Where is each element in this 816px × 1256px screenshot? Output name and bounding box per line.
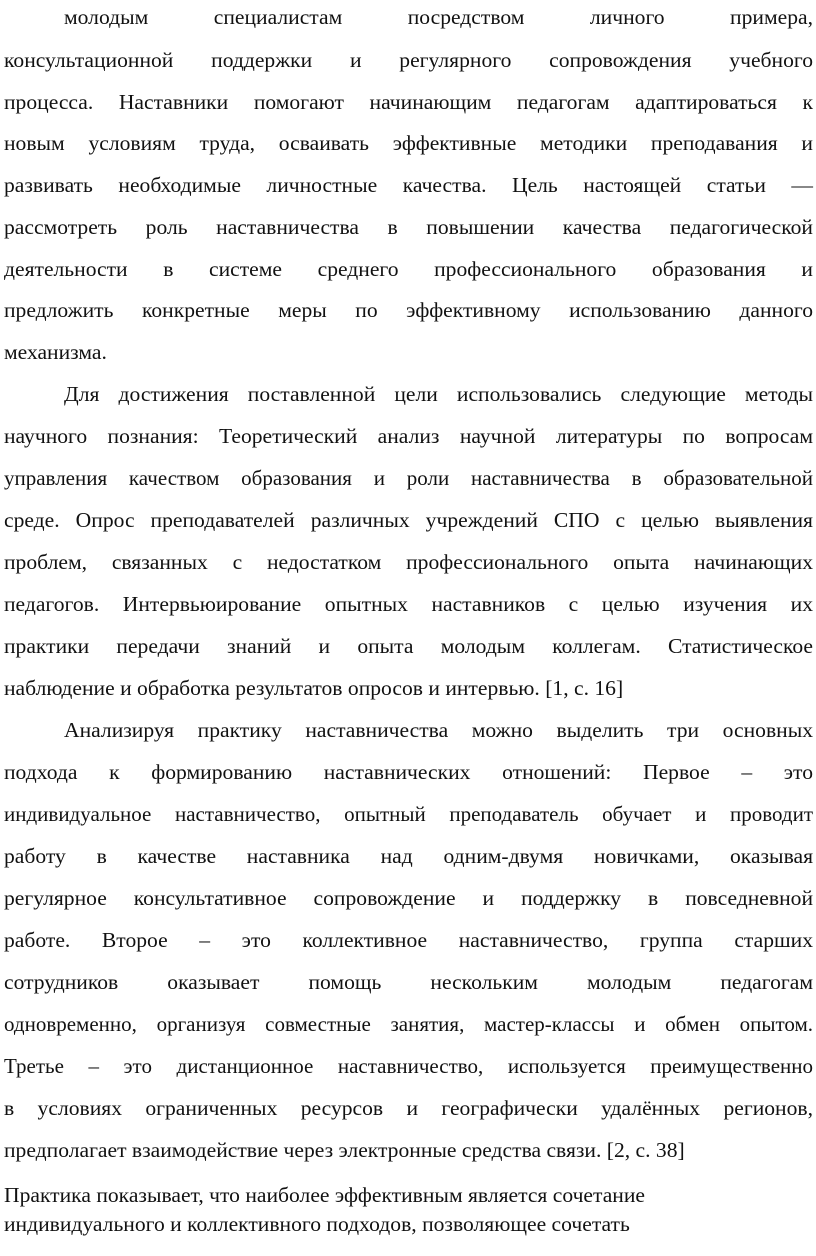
text-line: Третье – это дистанционное наставничество, используется преимущественно [4, 1054, 813, 1078]
text-line: новым условиям труда, осваивать эффективные методики преподавания и [4, 131, 813, 155]
text-line: практики передачи знаний и опыта молодым коллегам. Статистическое [4, 634, 813, 658]
text-line: в условиях ограниченных ресурсов и географически удалённых регионов, [4, 1096, 813, 1120]
text-line: развивать необходимые личностные качества. Цель настоящей статьи — [4, 173, 813, 197]
text-line: рассмотреть роль наставничества в повышении качества педагогической [4, 215, 813, 239]
text-line: предполагает взаимодействие через электронные средства связи. [2, с. 38] [4, 1138, 685, 1162]
text-line: деятельности в системе среднего профессионального образования и [4, 257, 813, 281]
text-line: индивидуальное наставничество, опытный преподаватель обучает и проводит [4, 802, 813, 826]
text-line: педагогов. Интервьюирование опытных наставников с целью изучения их [4, 592, 813, 616]
text-line: механизма. [4, 340, 107, 364]
text-line: индивидуального и коллективного подходов, позволяющее сочетать [4, 1212, 630, 1236]
text-line: сотрудников оказывает помощь нескольким молодым педагогам [4, 970, 813, 994]
text-line: одновременно, организуя совместные занятия, мастер-классы и обмен опытом. [4, 1012, 813, 1036]
text-line: Для достижения поставленной цели использовались следующие методы [64, 382, 813, 406]
text-line: Анализируя практику наставничества можно выделить три основных [64, 718, 813, 742]
text-line: регулярное консультативное сопровождение и поддержку в повседневной [4, 886, 813, 910]
text-line: Практика показывает, что наиболее эффективным является сочетание [4, 1183, 645, 1207]
text-line: научного познания: Теоретический анализ научной литературы по вопросам [4, 424, 813, 448]
text-line: подхода к формированию наставнических отношений: Первое – это [4, 760, 813, 784]
text-line: наблюдение и обработка результатов опросов и интервью. [1, с. 16] [4, 676, 624, 700]
text-line: процесса. Наставники помогают начинающим педагогам адаптироваться к [4, 90, 813, 114]
text-line: работе. Второе – это коллективное наставничество, группа старших [4, 928, 813, 952]
text-line: среде. Опрос преподавателей различных учреждений СПО с целью выявления [4, 508, 813, 532]
text-line: консультационной поддержки и регулярного сопровождения учебного [4, 48, 813, 72]
text-line: молодым специалистам посредством личного примера, [64, 5, 813, 29]
text-line: предложить конкретные меры по эффективному использованию данного [4, 298, 813, 322]
text-line: управления качеством образования и роли наставничества в образовательной [4, 466, 813, 490]
text-line: проблем, связанных с недостатком профессионального опыта начинающих [4, 550, 813, 574]
text-line: работу в качестве наставника над одним-двумя новичками, оказывая [4, 844, 813, 868]
